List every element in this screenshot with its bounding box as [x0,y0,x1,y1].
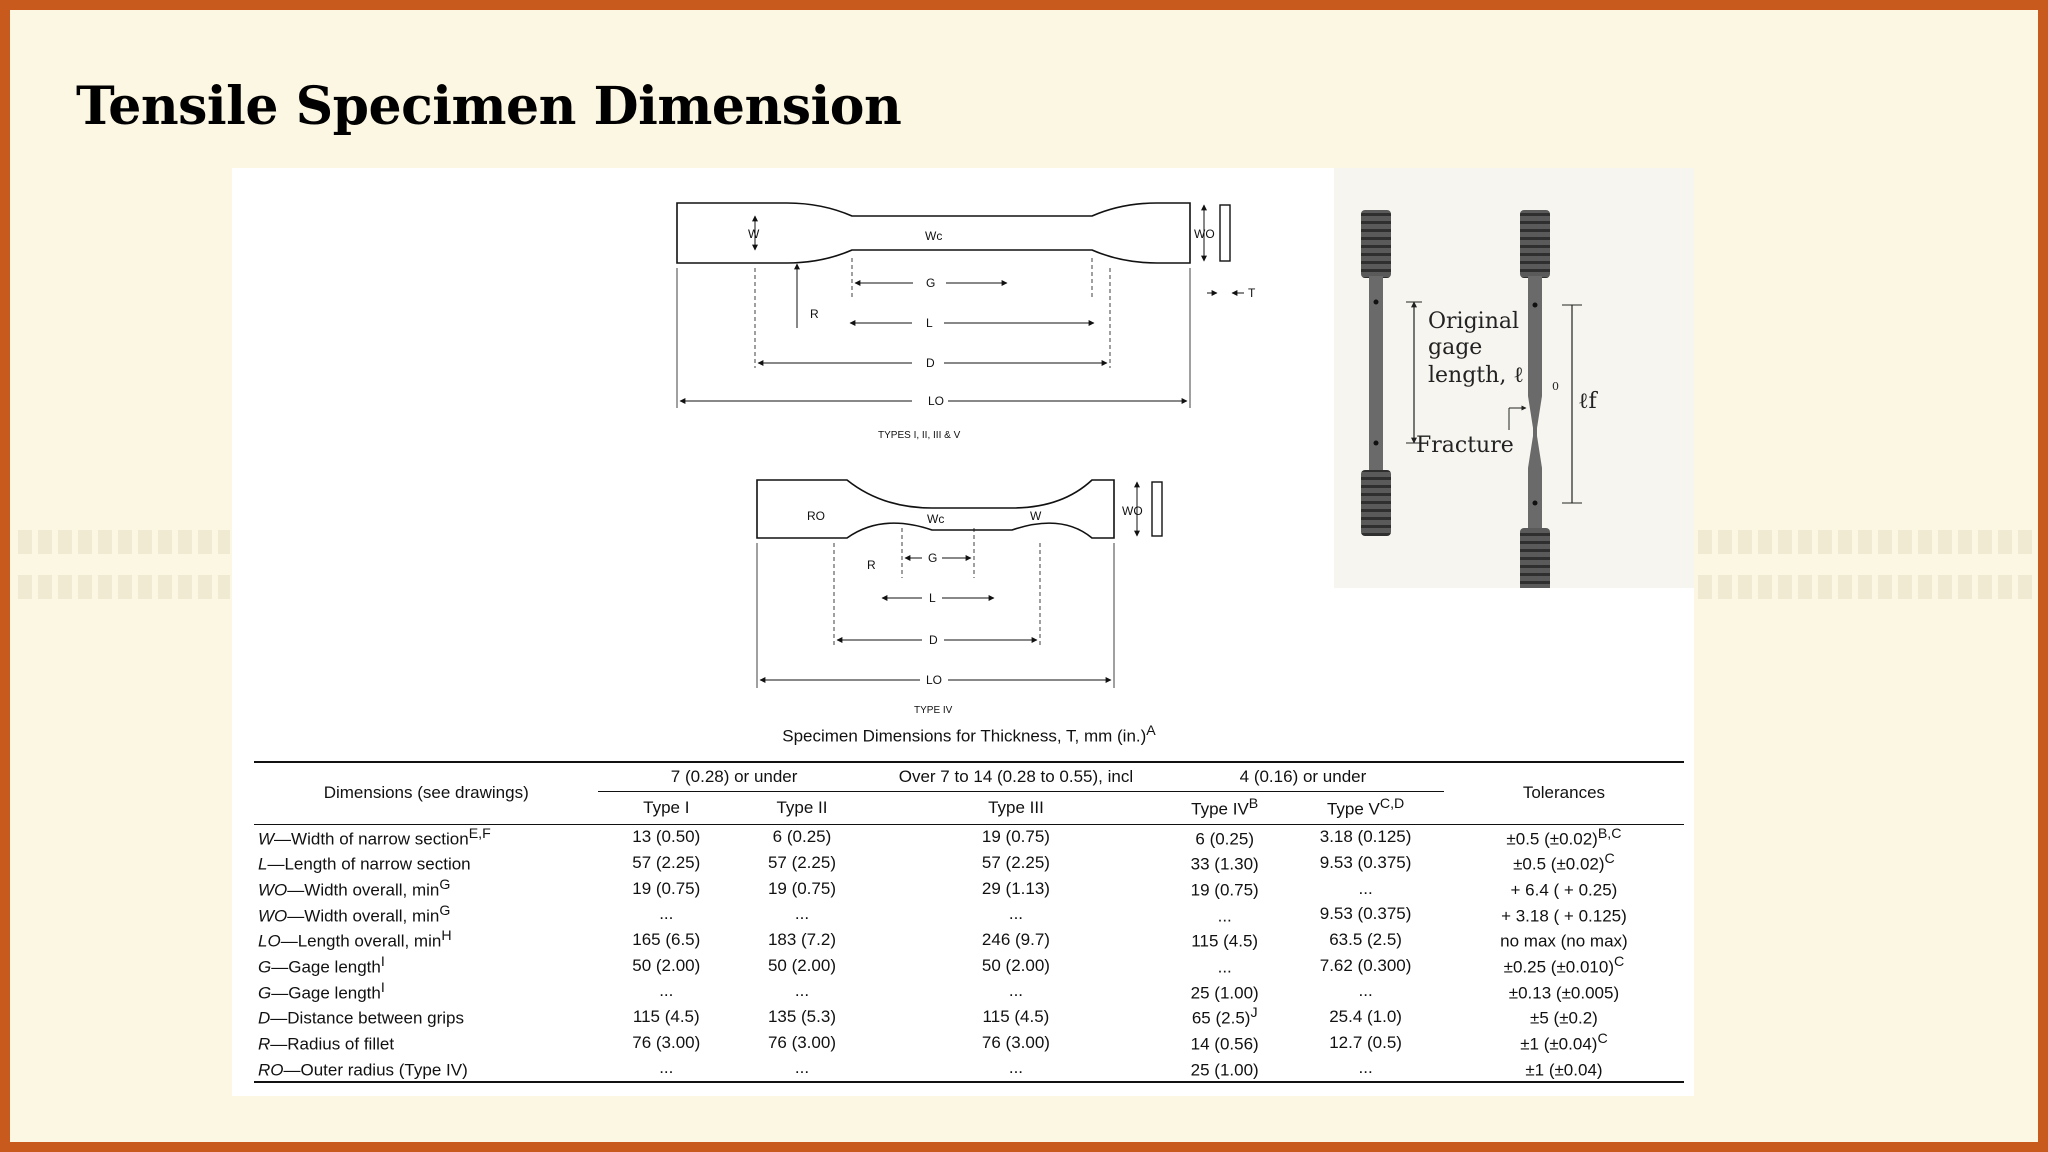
label-l-bottom: L [929,591,936,605]
final-length-label: ℓf [1578,389,1597,414]
cell-type-1: ... [659,904,674,924]
row-symbol: L [258,854,268,874]
cell-tolerance-sup: C [1597,1030,1608,1047]
cell-type-2: 19 (0.75) [767,878,836,898]
cell-type-5: 9.53 (0.375) [1319,904,1412,924]
row-dimension [254,1056,598,1083]
subscript-zero: 0 [1552,380,1559,393]
cell-type-2: 76 (3.00) [767,1032,836,1052]
table-row [254,1030,1684,1056]
cell-type-4-sup: J [1250,1005,1258,1022]
row-label: —Radius of fillet [270,1034,395,1054]
table-caption-sup: A [1146,723,1156,739]
row-dimension [254,850,598,876]
thickness-view-type-4 [1152,482,1162,536]
cell-tolerance [1444,1004,1684,1030]
cell-type-1: ... [659,981,674,1001]
row-symbol: RO [258,1060,284,1080]
table-row [254,1056,1684,1083]
header-type-4-text: Type IV [1191,799,1249,819]
cell-type-4-value: 25 (1.00) [1190,983,1259,1003]
table-row [254,850,1684,876]
row-dimension [254,876,598,902]
row-symbol: D [258,1008,271,1028]
cell-tolerance [1444,953,1684,979]
cell-type-5: 63.5 (2.5) [1329,930,1402,950]
header-group-1: 7 (0.28) or under [598,762,869,792]
row-dimension [254,927,598,953]
cell-type-1: 165 (6.5) [632,930,701,950]
cell-type-5: 7.62 (0.300) [1319,955,1412,975]
table-row [254,876,1684,902]
row-dimension [254,1004,598,1030]
label-wc-top: Wc [925,229,943,243]
label-l-top: L [926,316,933,330]
dimension-table [254,761,1684,1083]
label-wc-bottom: Wc [927,512,945,526]
header-type-4 [1162,792,1287,825]
cell-type-4-value: 14 (0.56) [1190,1034,1259,1054]
row-label-sup: G [439,902,451,919]
cell-type-4 [1162,953,1287,979]
row-symbol: R [258,1034,271,1054]
row-label: —Width of narrow section [274,829,469,849]
label-lo-top: LO [928,394,945,408]
original-gage-label-3: length, ℓ [1428,363,1524,388]
cell-tolerance-sup: C [1604,851,1615,868]
cell-type-3: ... [1008,904,1024,924]
cell-type-5: ... [1287,1056,1444,1083]
cell-type-2: ... [734,1056,870,1083]
cell-tolerance [1444,1056,1684,1083]
decorative-stripe-left-1 [18,530,230,554]
cell-tolerance-sup: C [1613,953,1625,970]
row-label-sup: I [380,979,385,996]
cell-type-3: ... [1008,981,1024,1001]
cell-type-4-value: ... [1217,906,1232,926]
cell-tolerance-value: ±1 (±0.04) [1525,1060,1603,1080]
header-group-3: 4 (0.16) or under [1162,762,1444,792]
original-specimen [1361,210,1391,536]
cell-type-1: 57 (2.25) [632,853,701,873]
header-type-5-text: Type V [1326,799,1380,819]
cell-tolerance-value: ±5 (±0.2) [1530,1008,1598,1028]
cell-type-1: 76 (3.00) [632,1032,701,1052]
row-dimension [254,824,598,850]
row-label: —Outer radius (Type IV) [283,1060,468,1080]
cell-type-4-value: 25 (1.00) [1190,1060,1259,1080]
row-dimension [254,1030,598,1056]
cell-type-3: 246 (9.7) [981,930,1050,950]
original-gage-label-2: gage [1428,335,1483,360]
row-label: —Distance between grips [270,1008,464,1028]
cell-type-4 [1162,1004,1287,1030]
cell-type-2: ... [794,904,810,924]
cell-type-4 [1162,1056,1287,1083]
row-label-sup: G [439,876,451,893]
cell-type-1: 50 (2.00) [632,955,701,975]
cell-type-4 [1162,1030,1287,1056]
row-label: —Gage length [271,957,381,977]
table-row [254,953,1684,979]
row-dimension [254,979,598,1005]
caption-type-4: TYPE IV [914,705,953,716]
specimen-photo-panel [1334,168,1694,588]
cell-tolerance [1444,824,1684,850]
cell-type-2: 135 (5.3) [767,1007,836,1027]
row-label-sup: I [380,953,385,970]
caption-types-1235: TYPES I, II, III & V [878,430,961,441]
cell-tolerance-value: ±1 (±0.04) [1520,1034,1598,1054]
row-symbol: LO [258,931,281,951]
cell-type-1: ... [598,1056,734,1083]
cell-type-4-value: 65 (2.5) [1191,1008,1251,1028]
cell-tolerance-value: + 3.18 ( + 0.125) [1501,906,1627,926]
row-symbol: G [258,983,272,1003]
decorative-stripe-right-2 [1698,575,2034,599]
cell-type-5: 3.18 (0.125) [1319,827,1412,847]
cell-type-5: 9.53 (0.375) [1319,853,1412,873]
label-w-top: W [748,227,760,241]
header-type-2: Type II [776,797,828,817]
table-row [254,902,1684,928]
cell-type-4 [1162,927,1287,953]
cell-type-4-value: 115 (4.5) [1191,931,1259,951]
cell-type-4-value: 33 (1.30) [1190,854,1259,874]
cell-tolerance [1444,850,1684,876]
table-row [254,979,1684,1005]
row-symbol: WO [258,906,288,926]
header-type-5-sup: C,D [1379,796,1405,812]
row-label: —Gage length [271,983,381,1003]
row-symbol: G [258,957,272,977]
header-type-4-sup: B [1248,796,1259,812]
header-type-1: Type I [643,797,690,817]
row-label: —Width overall, min [287,880,440,900]
cell-type-5: ... [1358,981,1373,1001]
label-d-top: D [926,356,935,370]
cell-type-2: 57 (2.25) [767,853,836,873]
label-w-bottom: W [1030,509,1042,523]
cell-type-3: 57 (2.25) [981,853,1050,873]
cell-type-4-value: 19 (0.75) [1190,880,1259,900]
cell-tolerance-value: no max (no max) [1500,931,1628,951]
cell-type-3: 50 (2.00) [981,955,1050,975]
cell-tolerance [1444,1030,1684,1056]
cell-type-4 [1162,902,1287,928]
label-t-top: T [1248,286,1256,300]
row-label: —Width overall, min [287,906,440,926]
cell-tolerance-value: ±0.5 (±0.02) [1506,829,1598,849]
cell-type-2: 50 (2.00) [767,955,836,975]
cell-type-2: 6 (0.25) [772,827,832,847]
row-symbol: W [258,829,275,849]
cell-type-4-value: ... [1217,957,1232,977]
original-gage-label-1: Original [1428,309,1520,334]
cell-type-4 [1162,979,1287,1005]
cell-type-1: 13 (0.50) [632,827,701,847]
cell-type-3: ... [870,1056,1162,1083]
cell-tolerance [1444,876,1684,902]
slide [10,10,2038,1142]
cell-tolerance-value: + 6.4 ( + 0.25) [1510,880,1618,900]
cell-type-5: 12.7 (0.5) [1329,1032,1402,1052]
table-row [254,824,1684,850]
table-header-row-1 [254,762,1684,792]
row-label: —Length of narrow section [267,854,471,874]
table-caption-text: Specimen Dimensions for Thickness, T, mm (in.) [782,726,1147,746]
cell-type-4-value: 6 (0.25) [1195,829,1254,849]
row-label-sup: E,F [468,825,491,842]
label-wo-top: WO [1194,227,1215,241]
label-g-bottom: G [928,551,938,565]
cell-type-3: 76 (3.00) [981,1032,1050,1052]
header-group-2: Over 7 to 14 (0.28 to 0.55), incl [870,762,1162,792]
header-type-5 [1287,792,1444,825]
header-type-3: Type III [988,797,1044,817]
table-row [254,1004,1684,1030]
slide-title: Tensile Specimen Dimension [76,76,902,137]
label-r-bottom: R [867,558,876,572]
header-tolerances: Tolerances [1444,762,1684,824]
cell-tolerance-sup: B,C [1597,825,1622,842]
cell-type-4 [1162,876,1287,902]
cell-tolerance-value: ±0.25 (±0.010) [1503,957,1614,977]
label-d-bottom: D [929,633,938,647]
cell-tolerance [1444,927,1684,953]
label-ro-bottom: RO [807,509,825,523]
decorative-stripe-right-1 [1698,530,2034,554]
table-body [254,824,1684,1082]
cell-tolerance-value: ±0.5 (±0.02) [1513,854,1605,874]
header-dimensions: Dimensions (see drawings) [254,762,598,824]
decorative-stripe-left-2 [18,575,230,599]
cell-type-5: 25.4 (1.0) [1329,1007,1402,1027]
cell-type-2: ... [794,981,810,1001]
cell-tolerance [1444,902,1684,928]
cell-type-4 [1162,824,1287,850]
label-g-top: G [926,276,936,290]
label-wo-bottom: WO [1122,504,1143,518]
label-lo-bottom: LO [926,673,943,687]
cell-type-1: 19 (0.75) [632,878,701,898]
cell-type-1: 115 (4.5) [632,1007,700,1027]
fractured-specimen [1520,210,1550,588]
cell-tolerance-value: ±0.13 (±0.005) [1508,983,1620,1003]
table-row [254,927,1684,953]
cell-type-4 [1162,850,1287,876]
cell-type-2: 183 (7.2) [767,930,836,950]
figure-panel [232,168,1694,1096]
row-dimension [254,953,598,979]
row-symbol: WO [258,880,288,900]
thickness-view-types-1235 [1220,205,1230,261]
cell-type-5: ... [1358,878,1373,898]
row-label-sup: H [441,928,452,945]
table-caption [254,723,1684,747]
cell-type-3: 115 (4.5) [982,1007,1050,1027]
cell-tolerance [1444,979,1684,1005]
row-label: —Length overall, min [280,931,442,951]
cell-type-3: 29 (1.13) [981,878,1050,898]
specimen-photo-drawing [1334,168,1694,588]
cell-type-3: 19 (0.75) [981,827,1050,847]
row-dimension [254,902,598,928]
fracture-label: Fracture [1416,433,1514,458]
label-r-top: R [810,307,819,321]
